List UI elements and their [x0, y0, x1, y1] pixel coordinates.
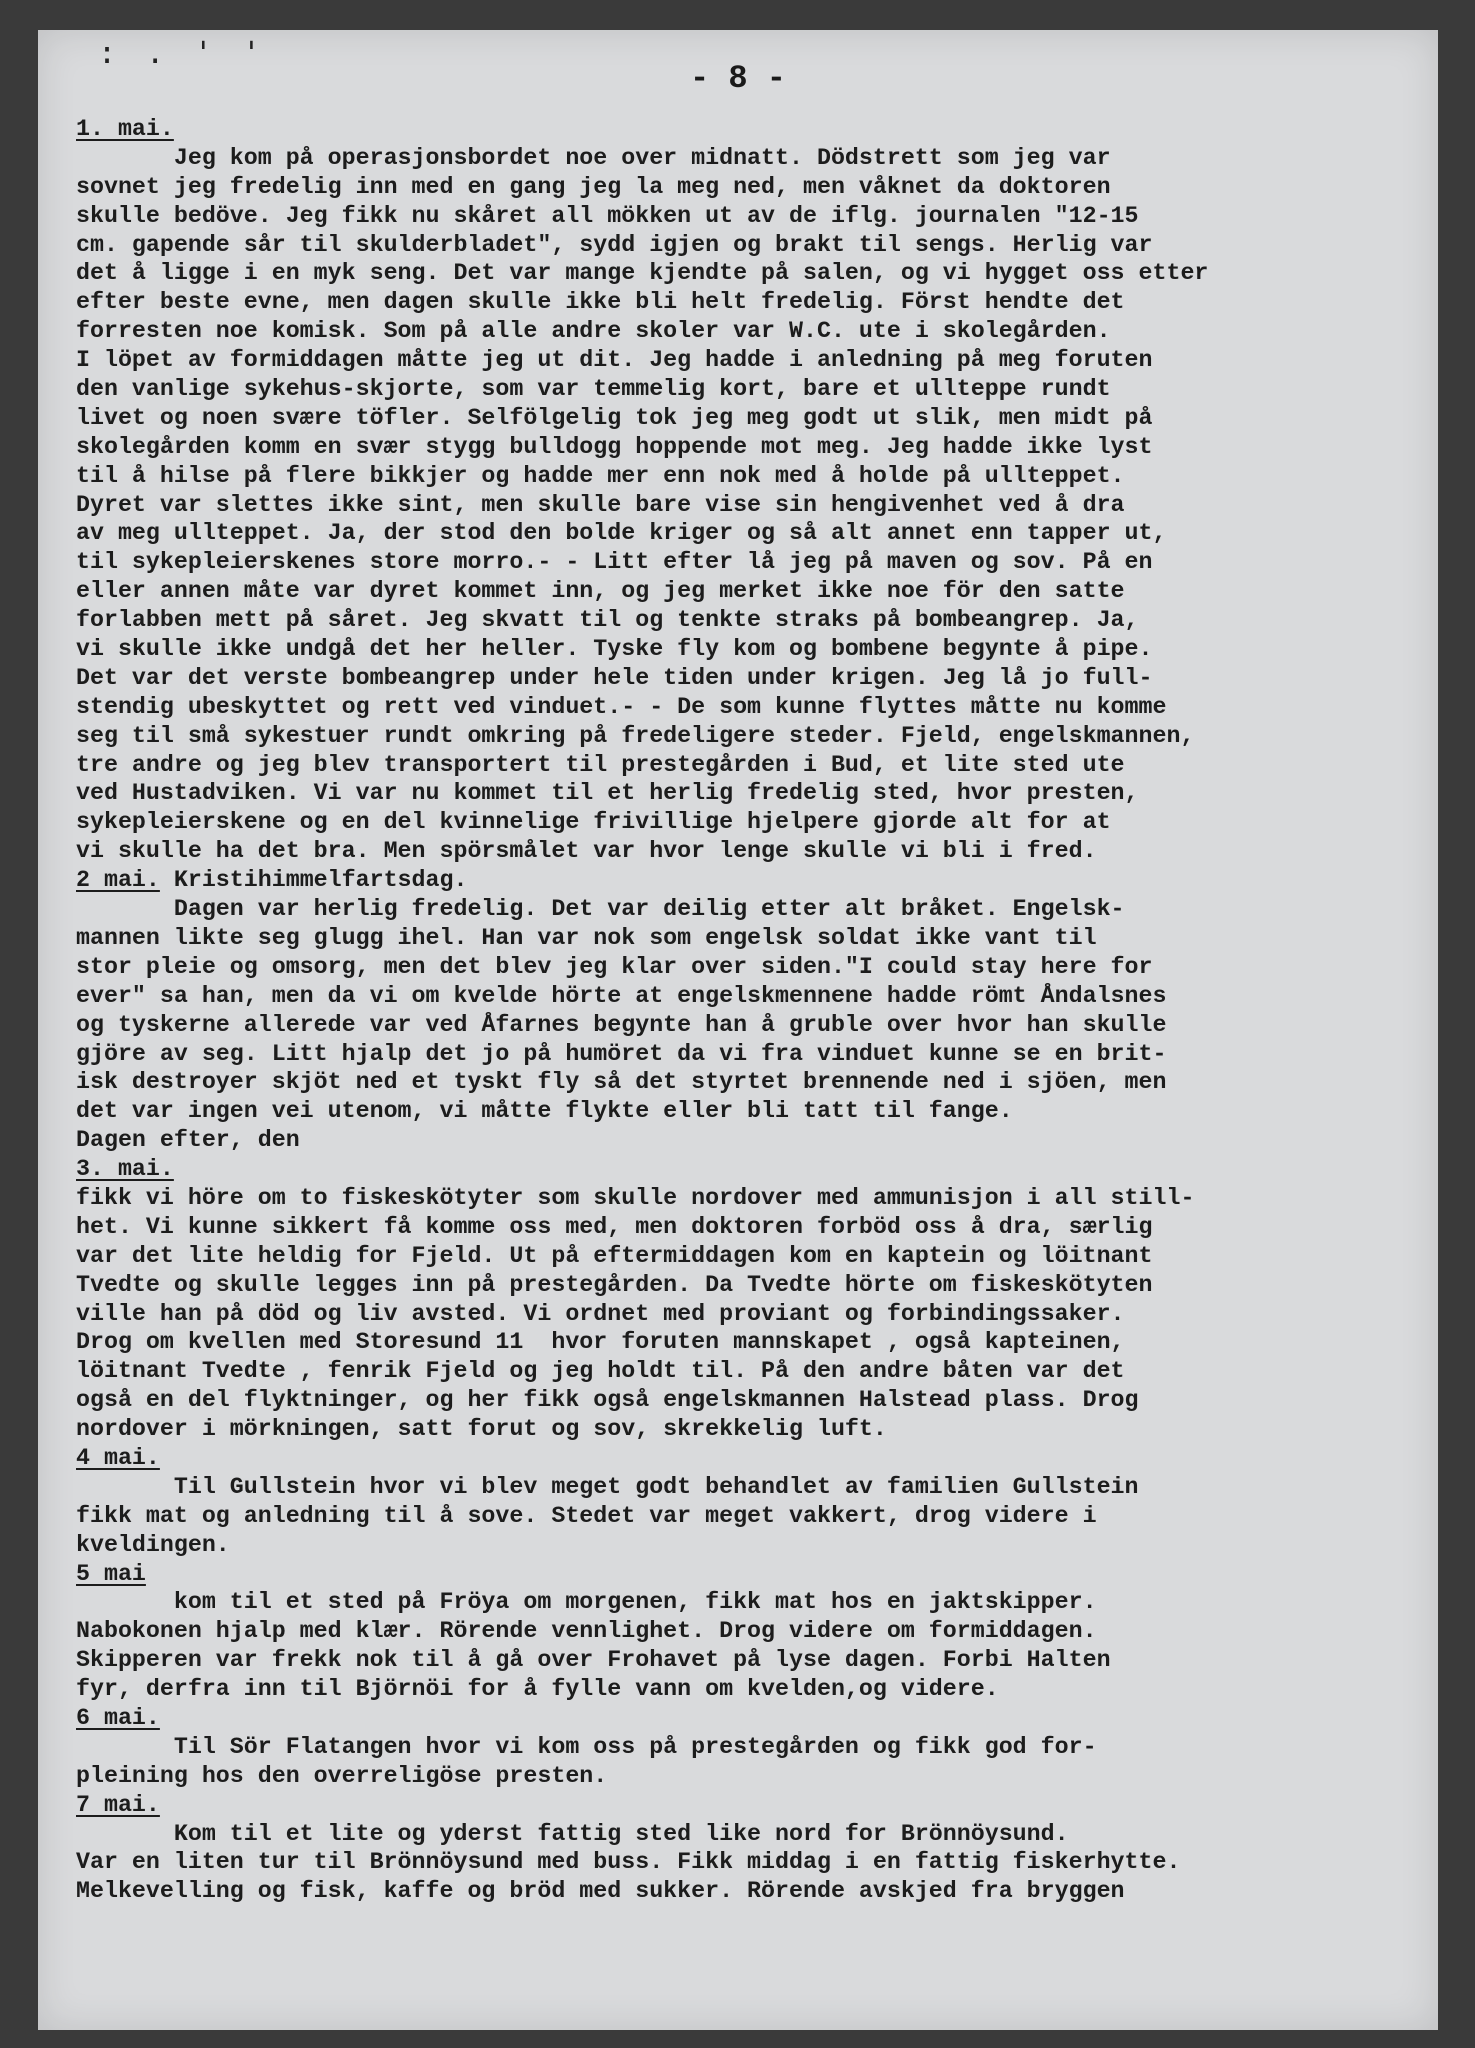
document-body: [76, 115, 1421, 1906]
text-line: eller annen måte var dyret kommet inn, og jeg merket ikke noe för den satte: [76, 578, 1125, 605]
text-line: het. Vi kunne sikkert få komme oss med, men doktoren forböd oss å dra, særlig: [76, 1213, 1153, 1240]
entry-date: 6 mai.: [76, 1704, 160, 1731]
entry-date: 7 mai.: [76, 1791, 160, 1818]
text-line: ved Hustadviken. Vi var nu kommet til et herlig fredelig sted, hvor presten,: [76, 780, 1139, 807]
text-line: stendig ubeskyttet og rett ved vinduet.- - De som kunne flyttes måtte nu komme: [76, 693, 1167, 720]
text-line: Var en liten tur til Brönnöysund med buss. Fikk middag i en fattig fiskerhytte.: [76, 1849, 1181, 1876]
text-line: det å ligge i en myk seng. Det var mange kjendte på salen, og vi hygget oss etter: [76, 260, 1209, 287]
text-line: efter beste evne, men dagen skulle ikke bli helt fredelig. Först hendte det: [76, 289, 1125, 316]
text-line: mannen likte seg glugg ihel. Han var nok som engelsk soldat ikke vant til: [76, 924, 1097, 951]
text-line: kveldingen.: [76, 1531, 230, 1558]
text-line: Tvedte og skulle legges inn på prestegården. Da Tvedte hörte om fiskeskötyten: [76, 1271, 1153, 1298]
text-line: vi skulle ha det bra. Men spörsmålet var hvor lenge skulle vi bli i fred.: [76, 838, 1097, 865]
text-line: Dagen var herlig fredelig. Det var deilig etter alt bråket. Engelsk-: [76, 896, 1125, 923]
text-line: var det lite heldig for Fjeld. Ut på eftermiddagen kom en kaptein og löitnant: [76, 1242, 1153, 1269]
text-line: ever" sa han, men da vi om kvelde hörte at engelskmennene hadde römt Åndalsnes: [76, 982, 1167, 1009]
entry-date: 2 mai.: [76, 867, 160, 894]
text-line: fyr, derfra inn til Björnöi for å fylle vann om kvelden,og videre.: [76, 1676, 999, 1703]
text-line: den vanlige sykehus-skjorte, som var temmelig kort, bare et ullteppe rundt: [76, 376, 1111, 403]
text-line: til sykepleierskenes store morro.- - Litt efter lå jeg på maven og sov. På en: [76, 549, 1153, 576]
text-line: livet og noen svære töfler. Selfölgelig tok jeg meg godt ut slik, men midt på: [76, 404, 1153, 431]
corner-marks: : . ' ': [98, 36, 267, 71]
text-line: Skipperen var frekk nok til å gå over Frohavet på lyse dagen. Forbi Halten: [76, 1647, 1111, 1674]
text-line: tre andre og jeg blev transportert til prestegården i Bud, et lite sted ute: [76, 751, 1125, 778]
text-line: fikk mat og anledning til å sove. Stedet var meget vakkert, drog videre i: [76, 1502, 1097, 1529]
text-line: Nabokonen hjalp med klær. Rörende vennlighet. Drog videre om formiddagen.: [76, 1618, 1097, 1645]
text-line: fikk vi höre om to fiskeskötyter som skulle nordover med ammunisjon i all still-: [76, 1184, 1195, 1211]
entry-date-line: [76, 1704, 1421, 1733]
text-line: forlabben mett på såret. Jeg skvatt til og tenkte straks på bombeangrep. Ja,: [76, 607, 1139, 634]
text-line: isk destroyer skjöt ned et tyskt fly så det styrtet brennende ned i sjöen, men: [76, 1069, 1167, 1096]
typewritten-page: [38, 30, 1438, 2030]
text-line: forresten noe komisk. Som på alle andre skoler var W.C. ute i skolegården.: [76, 318, 1111, 345]
text-line: Dyret var slettes ikke sint, men skulle bare vise sin hengivenhet ved å dra: [76, 491, 1125, 518]
text-line: löitnant Tvedte , fenrik Fjeld og jeg holdt til. På den andre båten var det: [76, 1358, 1125, 1385]
entry-date-line: [76, 1155, 1421, 1184]
text-line: Til Sör Flatangen hvor vi kom oss på prestegården og fikk god for-: [76, 1733, 1097, 1760]
text-line: Drog om kvellen med Storesund 11 hvor foruten mannskapet , også kapteinen,: [76, 1329, 1125, 1356]
text-line: nordover i mörkningen, satt forut og sov, skrekkelig luft.: [76, 1416, 887, 1443]
text-line: Til Gullstein hvor vi blev meget godt behandlet av familien Gullstein: [76, 1473, 1139, 1500]
text-line: Dagen efter, den: [76, 1127, 300, 1154]
entry-date-line: [76, 1560, 1421, 1589]
entry-date: 4 mai.: [76, 1444, 160, 1471]
text-line: Melkevelling og fisk, kaffe og bröd med sukker. Rörende avskjed fra bryggen: [76, 1878, 1125, 1905]
text-line: pleining hos den overreligöse presten.: [76, 1762, 608, 1789]
text-line: Kom til et lite og yderst fattig sted like nord for Brönnöysund.: [76, 1820, 1069, 1847]
text-line: gjöre av seg. Litt hjalp det jo på humöret da vi fra vinduet kunne se en brit-: [76, 1040, 1167, 1067]
entry-date-line: [76, 1444, 1421, 1473]
text-line: og tyskerne allerede var ved Åfarnes begynte han å gruble over hvor han skulle: [76, 1011, 1167, 1038]
entry-date-line: [76, 115, 1421, 144]
text-line: også en del flyktninger, og her fikk også engelskmannen Halstead plass. Drog: [76, 1387, 1139, 1414]
page-number: - 8 -: [689, 60, 786, 97]
text-line: til å hilse på flere bikkjer og hadde mer enn nok med å holde på ullteppet.: [76, 462, 1125, 489]
text-line: sovnet jeg fredelig inn med en gang jeg la meg ned, men våknet da doktoren: [76, 173, 1111, 200]
text-line: stor pleie og omsorg, men det blev jeg klar over siden."I could stay here for: [76, 953, 1153, 980]
text-line: skolegården komm en svær stygg bulldogg hoppende mot meg. Jeg hadde ikke lyst: [76, 433, 1153, 460]
entry-date: 1. mai.: [76, 116, 174, 142]
entry-date-line: [76, 866, 1421, 895]
entry-date-suffix: Kristihimmelfartsdag.: [159, 867, 468, 894]
text-line: kom til et sted på Fröya om morgenen, fikk mat hos en jaktskipper.: [76, 1589, 1097, 1616]
text-line: sykepleierskene og en del kvinnelige frivillige hjelpere gjorde alt for at: [76, 809, 1111, 836]
entry-date: 3. mai.: [76, 1156, 174, 1183]
text-line: av meg ullteppet. Ja, der stod den bolde kriger og så alt annet enn tapper ut,: [76, 520, 1167, 547]
text-line: seg til små sykestuer rundt omkring på fredeligere steder. Fjeld, engelskmannen,: [76, 722, 1195, 749]
text-line: det var ingen vei utenom, vi måtte flykte eller bli tatt til fange.: [76, 1098, 1013, 1125]
entry-date-line: [76, 1791, 1421, 1820]
text-line: Jeg kom på operasjonsbordet noe over midnatt. Dödstrett som jeg var: [76, 144, 1111, 171]
text-line: cm. gapende sår til skulderbladet", sydd igjen og brakt til sengs. Herlig var: [76, 231, 1153, 258]
text-line: Det var det verste bombeangrep under hele tiden under krigen. Jeg lå jo full-: [76, 664, 1153, 691]
text-line: ville han på död og liv avsted. Vi ordnet med proviant og forbindingssaker.: [76, 1300, 1125, 1327]
text-line: skulle bedöve. Jeg fikk nu skåret all mökken ut av de iflg. journalen "12-15: [76, 202, 1139, 229]
entry-date: 5 mai: [76, 1560, 146, 1587]
text-line: vi skulle ikke undgå det her heller. Tyske fly kom og bombene begynte å pipe.: [76, 636, 1153, 663]
text-line: I löpet av formiddagen måtte jeg ut dit. Jeg hadde i anledning på meg foruten: [76, 347, 1153, 374]
